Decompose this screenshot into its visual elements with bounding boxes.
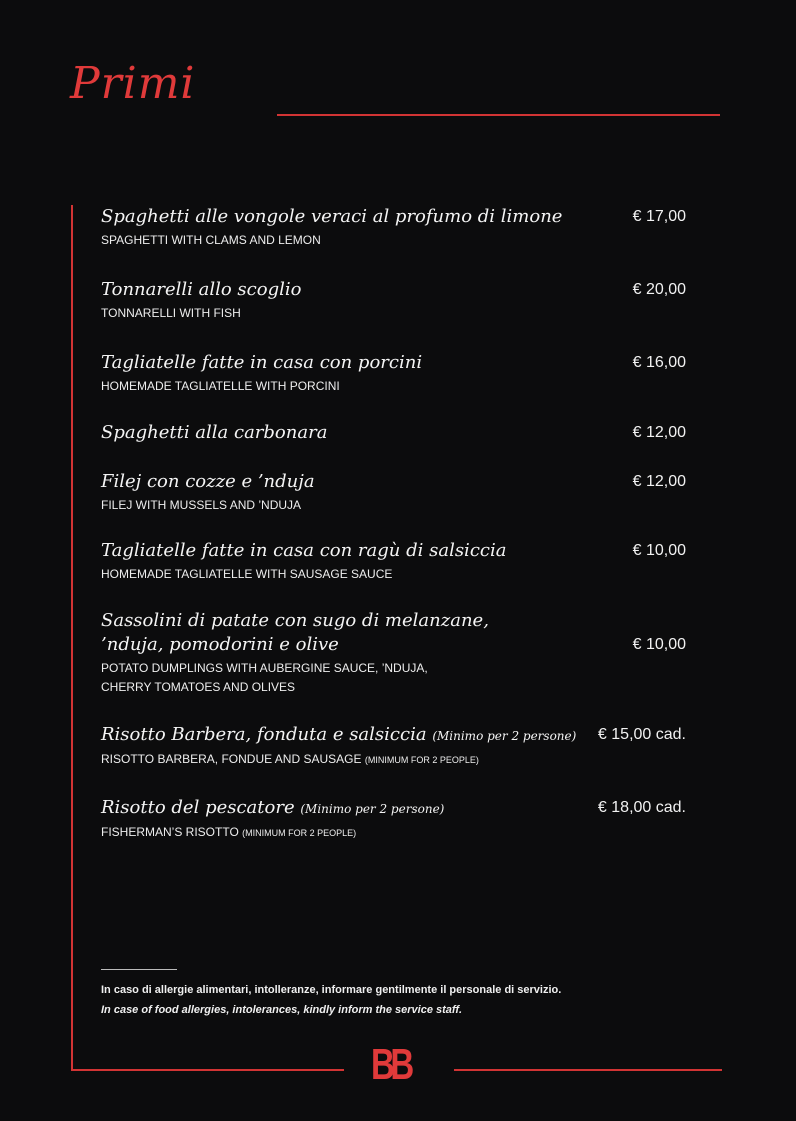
menu-item — [101, 205, 691, 250]
dish-note: (Minimo per 2 persone) — [432, 729, 577, 743]
title-divider — [277, 114, 720, 116]
dish-translation-line2: CHERRY TOMATOES AND OLIVES — [101, 680, 296, 694]
menu-item — [101, 470, 691, 515]
footer-line-left — [72, 1069, 344, 1071]
dish-name-line1: Sassolini di patate con sugo di melanzane, — [101, 610, 489, 631]
dish-price: € 10,00 — [632, 542, 686, 559]
menu-item — [101, 351, 691, 396]
menu-item — [101, 796, 691, 843]
dish-translation-note: (MINIMUM FOR 2 PEOPLE) — [242, 828, 357, 838]
allergy-notice-en: In case of food allergies, intolerances, kindly inform the service staff. — [101, 1004, 463, 1016]
menu-item — [101, 723, 691, 770]
dish-translation: FISHERMAN’S RISOTTO — [101, 825, 239, 839]
dish-price: € 18,00 cad. — [597, 799, 686, 816]
dish-translation: RISOTTO BARBERA, FONDUE AND SAUSAGE — [101, 752, 362, 766]
dish-translation-line1: POTATO DUMPLINGS WITH AUBERGINE SAUCE, ’NDUJA, — [101, 661, 428, 675]
dish-name: Spaghetti alle vongole veraci al profumo di limone — [101, 206, 563, 227]
left-border-line — [71, 205, 73, 1071]
dish-name: Risotto del pescatore — [101, 797, 295, 818]
footnote-divider — [101, 969, 177, 970]
dish-name: Tagliatelle fatte in casa con ragù di salsiccia — [101, 540, 507, 561]
menu-item — [101, 539, 691, 584]
dish-price: € 12,00 — [632, 424, 686, 441]
dish-price: € 12,00 — [632, 473, 686, 490]
dish-translation: TONNARELLI WITH FISH — [101, 306, 241, 320]
dish-name-line2: ’nduja, pomodorini e olive — [101, 634, 339, 655]
dish-name: Tonnarelli allo scoglio — [101, 279, 302, 300]
dish-price: € 16,00 — [632, 354, 686, 371]
dish-price: € 20,00 — [632, 281, 686, 298]
dish-translation: HOMEMADE TAGLIATELLE WITH PORCINI — [101, 379, 340, 393]
dish-price: € 15,00 cad. — [597, 726, 686, 743]
dish-translation: SPAGHETTI WITH CLAMS AND LEMON — [101, 233, 321, 247]
menu-item — [101, 609, 691, 697]
dish-name: Tagliatelle fatte in casa con porcini — [101, 352, 423, 373]
section-title: Primi — [70, 58, 196, 109]
allergy-notice — [101, 980, 561, 1020]
allergy-notice-it: In caso di allergie alimentari, intolleranze, informare gentilmente il personale di servizio. — [101, 984, 562, 996]
dish-translation: HOMEMADE TAGLIATELLE WITH SAUSAGE SAUCE — [101, 567, 393, 581]
dish-price: € 10,00 — [632, 636, 686, 653]
dish-name: Spaghetti alla carbonara — [101, 422, 328, 443]
dish-note: (Minimo per 2 persone) — [300, 802, 445, 816]
dish-translation-note: (MINIMUM FOR 2 PEOPLE) — [364, 755, 479, 765]
restaurant-logo: BB — [371, 1040, 410, 1089]
dish-name: Filej con cozze e ’nduja — [101, 471, 315, 492]
footer-line-right — [454, 1069, 722, 1071]
menu-item — [101, 421, 691, 445]
dish-name: Risotto Barbera, fonduta e salsiccia — [101, 724, 427, 745]
menu-item — [101, 278, 691, 323]
dish-translation: FILEJ WITH MUSSELS AND ’NDUJA — [101, 498, 302, 512]
dish-price: € 17,00 — [632, 208, 686, 225]
